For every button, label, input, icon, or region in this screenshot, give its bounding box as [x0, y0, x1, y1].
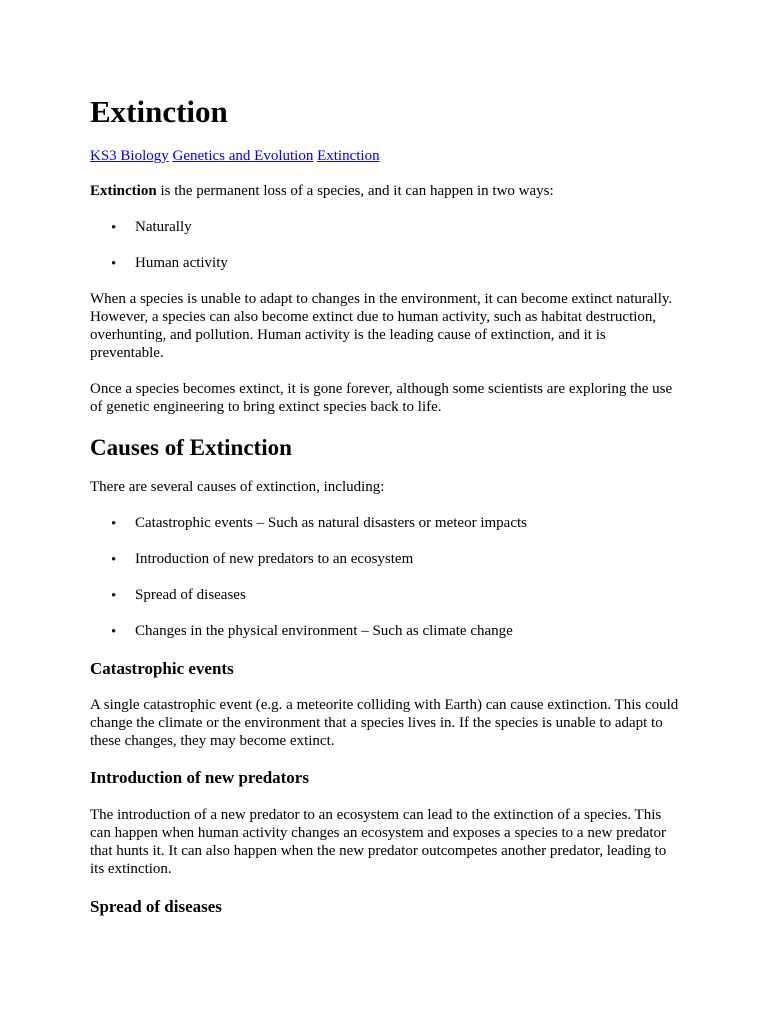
- breadcrumb-link-genetics-evolution[interactable]: Genetics and Evolution: [172, 148, 314, 164]
- section-heading-causes: Causes of Extinction: [90, 435, 292, 460]
- cause-item-catastrophic: Catastrophic events – Such as natural disasters or meteor impacts: [135, 515, 527, 531]
- breadcrumb: [90, 147, 380, 166]
- subheading-spread-of-diseases: Spread of diseases: [90, 897, 222, 916]
- cause-item-diseases: Spread of diseases: [135, 587, 246, 603]
- subheading-catastrophic-events: Catastrophic events: [90, 659, 234, 678]
- breadcrumb-link-extinction[interactable]: Extinction: [317, 148, 380, 164]
- intro-text: is the permanent loss of a species, and it can happen in two ways:: [156, 183, 554, 199]
- cause-item-environment: Changes in the physical environment – Such as climate change: [135, 623, 513, 639]
- list-item-naturally: Naturally: [135, 219, 192, 235]
- causes-intro: There are several causes of extinction, including:: [90, 479, 385, 495]
- breadcrumb-link-ks3-biology[interactable]: KS3 Biology: [90, 148, 169, 164]
- paragraph-gone-forever: Once a species becomes extinct, it is gone forever, although some scientists are exploring the use of genetic engineering to bring extinct species back to life.: [90, 381, 673, 415]
- bullet-marker: •: [111, 588, 117, 604]
- intro-bold-term: Extinction: [90, 183, 157, 199]
- bullet-marker: •: [111, 516, 117, 532]
- list-item-human-activity: Human activity: [135, 255, 228, 271]
- cause-item-predators: Introduction of new predators to an ecosystem: [135, 551, 414, 567]
- page-title: Extinction: [90, 94, 228, 129]
- paragraph-catastrophic: A single catastrophic event (e.g. a meteorite colliding with Earth) can cause extinction. This could change the climate or the environment that a species lives in. If the species is unable to adapt to these changes, they may become extinct.: [90, 697, 679, 749]
- bullet-marker: •: [111, 220, 117, 236]
- bullet-marker: •: [111, 552, 117, 568]
- paragraph-predators: The introduction of a new predator to an ecosystem can lead to the extinction of a species. This can happen when human activity changes an ecosystem and exposes a species to a new predator that hunts it. It can also happen when the new predator outcompetes another predator, leading to its extinction.: [90, 807, 667, 877]
- paragraph-adaptation: When a species is unable to adapt to changes in the environment, it can become extinct naturally. However, a species can also become extinct due to human activity, such as habitat destruction, overhunting, and pollution. Human activity is the leading cause of extinction, and it is preventable.: [90, 291, 673, 361]
- subheading-new-predators: Introduction of new predators: [90, 768, 309, 787]
- bullet-marker: •: [111, 624, 117, 640]
- intro-paragraph: [90, 182, 682, 200]
- bullet-marker: •: [111, 256, 117, 272]
